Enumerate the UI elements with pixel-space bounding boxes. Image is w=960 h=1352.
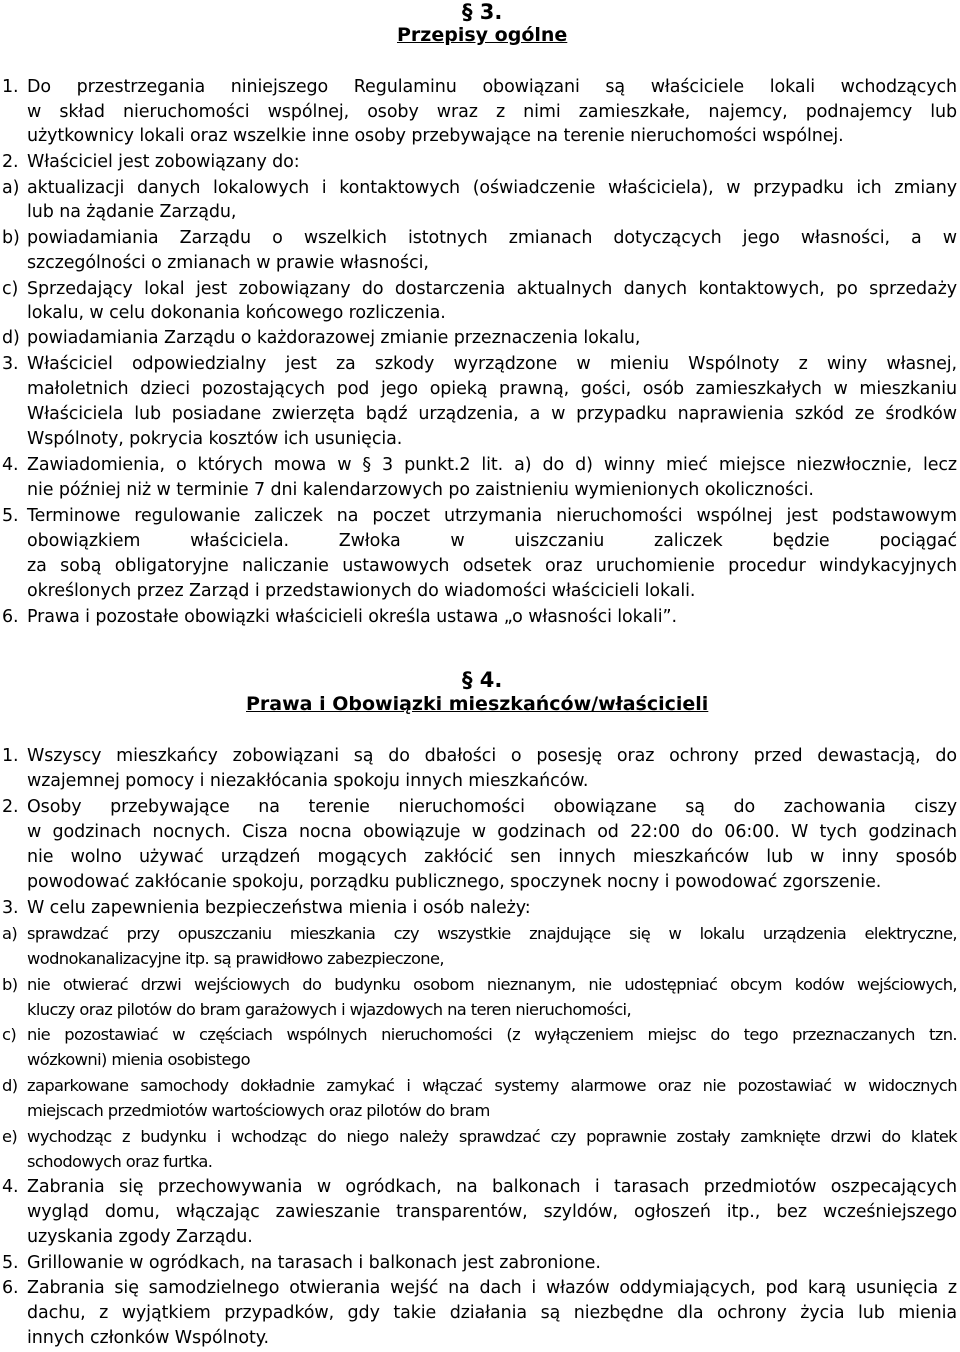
text-line: nie wolno używać urządzeń mogących zakłócić sen innych mieszkańców lub w inny sposób	[27, 847, 957, 867]
item-3-c	[0, 277, 960, 302]
paragraph-3-2	[0, 150, 960, 175]
paragraph-3-3	[0, 352, 960, 377]
paragraph-4-2-line	[0, 870, 960, 895]
item-label: a)	[2, 924, 18, 943]
paragraph-3-3-line	[0, 427, 960, 452]
item-4-a-line	[0, 946, 960, 971]
item-4-b-line	[0, 997, 960, 1022]
item-label: 3.	[2, 354, 19, 374]
text-line: użytkownicy lokali oraz wszelkie inne osoby przebywające na terenie nieruchomości wspólnej.	[27, 126, 844, 146]
item-3-a	[0, 176, 960, 201]
item-label: b)	[2, 228, 20, 248]
paragraph-3-1	[0, 75, 960, 100]
item-label: 6.	[2, 607, 19, 627]
text-line: za sobą obligatoryjne naliczanie ustawowych odsetek oraz uruchomienie procedur windykacyjnych	[27, 556, 957, 576]
paragraph-4-1-line	[0, 769, 960, 794]
item-4-b	[0, 972, 960, 997]
item-3-d	[0, 326, 960, 351]
text-line: Zabrania się samodzielnego otwierania wejść na dach i włazów oddymiających, pod karą usunięcia z	[27, 1278, 957, 1298]
item-label: c)	[2, 1025, 17, 1044]
paragraph-3-5	[0, 504, 960, 529]
item-3-c-line	[0, 301, 960, 326]
text-line: schodowych oraz furtka.	[27, 1152, 213, 1171]
text-line: wychodząc z budynku i wchodząc do niego należy sprawdzać czy poprawnie zostały zamknięte drzwi do klatek	[27, 1127, 957, 1146]
item-label: 5.	[2, 506, 19, 526]
paragraph-4-3	[0, 896, 960, 921]
text-line: określonych przez Zarząd i przedstawionych do wiadomości właścicieli lokali.	[27, 581, 696, 601]
item-4-c	[0, 1022, 960, 1047]
text-line: kluczy oraz pilotów do bram garażowych i wjazdowych na teren nieruchomości,	[27, 1000, 632, 1019]
paragraph-4-6-line	[0, 1326, 960, 1351]
item-4-e	[0, 1124, 960, 1149]
item-label: 1.	[2, 746, 19, 766]
section-4-title: Prawa i Obowiązki mieszkańców/właścicieli	[246, 693, 709, 715]
text-line: wzajemnej pomocy i niezakłócania spokoju innych mieszkańców.	[27, 771, 589, 791]
text-line: Właściciel odpowiedzialny jest za szkody wyrządzone w mieniu Wspólnoty z winy własnej,	[27, 354, 957, 374]
item-label: c)	[2, 279, 19, 299]
text-line: miejscach przedmiotów wartościowych oraz pilotów do bram	[27, 1101, 490, 1120]
item-4-a	[0, 921, 960, 946]
item-label: d)	[2, 328, 20, 348]
text-line: Wspólnoty, pokrycia kosztów ich usunięcia.	[27, 429, 403, 449]
paragraph-3-5-line	[0, 579, 960, 604]
text-line: w skład nieruchomości wspólnej, osoby wraz z nimi zamieszkałe, najemcy, podnajemcy lub	[27, 102, 957, 122]
item-label: 6.	[2, 1278, 19, 1298]
text-line: nie otwierać drzwi wejściowych do budynku osobom nieznanym, nie udostępniać obcym kodów wejściowych,	[27, 975, 957, 994]
item-4-e-line	[0, 1149, 960, 1174]
paragraph-3-3-line	[0, 402, 960, 427]
text-line: wózkowni) mienia osobistego	[27, 1050, 250, 1069]
text-line: wodnokanalizacyjne itp. są prawidłowo zabezpieczone,	[27, 949, 445, 968]
paragraph-4-2-line	[0, 820, 960, 845]
text-line: Zabrania się przechowywania w ogródkach, na balkonach i tarasach przedmiotów oszpecających	[27, 1177, 957, 1197]
item-label: b)	[2, 975, 18, 994]
paragraph-3-5-line	[0, 529, 960, 554]
text-line: w godzinach nocnych. Cisza nocna obowiązuje w godzinach od 22:00 do 06:00. W tych godzinach	[27, 822, 957, 842]
section-4-number: § 4.	[462, 668, 503, 692]
text-line: Właściciela lub posiadane zwierzęta bądź urządzenia, a w przypadku naprawienia szkód ze środków	[27, 404, 957, 424]
item-label: 3.	[2, 898, 19, 918]
item-3-b-line	[0, 251, 960, 276]
paragraph-3-4	[0, 453, 960, 478]
text-line: powiadamiania Zarządu o każdorazowej zmianie przeznaczenia lokalu,	[27, 328, 641, 348]
text-line: Zawiadomienia, o których mowa w § 3 punkt.2 lit. a) do d) winny mieć miejsce niezwłocznie, lecz	[27, 455, 957, 475]
text-line: wygląd domu, włączając zawieszanie transparentów, szyldów, ogłoszeń itp., bez wcześniejszego	[27, 1202, 957, 1222]
text-line: Do przestrzegania niniejszego Regulaminu obowiązani są właściciele lokali wchodzących	[27, 77, 957, 97]
text-line: Właściciel jest zobowiązany do:	[27, 152, 300, 172]
text-line: nie pozostawiać w częściach wspólnych nieruchomości (z wyłączeniem miejsc do tego przeznaczanych tzn.	[27, 1025, 957, 1044]
text-line: obowiązkiem właściciela. Zwłoka w uiszczaniu zaliczek będzie pociągać	[27, 531, 957, 551]
item-4-d	[0, 1073, 960, 1098]
paragraph-3-6	[0, 605, 960, 630]
item-label: e)	[2, 1127, 18, 1146]
text-line: lub na żądanie Zarządu,	[27, 202, 237, 222]
text-line: nie później niż w terminie 7 dni kalendarzowych po zaistnieniu wymienionych okoliczności.	[27, 480, 814, 500]
paragraph-4-4	[0, 1175, 960, 1200]
text-line: lokalu, w celu dokonania końcowego rozliczenia.	[27, 303, 446, 323]
text-line: W celu zapewnienia bezpieczeństwa mienia i osób należy:	[27, 898, 531, 918]
text-line: zaparkowane samochody dokładnie zamykać i włączać systemy alarmowe oraz nie pozostawiać w widocznych	[27, 1076, 957, 1095]
item-4-c-line	[0, 1047, 960, 1072]
paragraph-4-4-line	[0, 1200, 960, 1225]
paragraph-4-6-line	[0, 1301, 960, 1326]
section-3-title: Przepisy ogólne	[397, 24, 568, 46]
paragraph-3-3-line	[0, 377, 960, 402]
text-line: dachu, z wyjątkiem przypadków, gdy takie działania są niezbędne dla ochrony życia lub mienia	[27, 1303, 957, 1323]
paragraph-3-1-line	[0, 100, 960, 125]
text-line: powiadamiania Zarządu o wszelkich istotnych zmianach dotyczących jego własności, a w	[27, 228, 957, 248]
item-label: 2.	[2, 152, 19, 172]
section-3-number: § 3.	[462, 0, 503, 24]
text-line: aktualizacji danych lokalowych i kontaktowych (oświadczenie właściciela), w przypadku ich zmiany	[27, 178, 957, 198]
item-label: 4.	[2, 1177, 19, 1197]
text-line: małoletnich dzieci pozostających pod jego opieką prawną, gości, osób zamieszkałych w mieszkaniu	[27, 379, 957, 399]
text-line: szczególności o zmianach w prawie własności,	[27, 253, 429, 273]
text-line: uzyskania zgody Zarządu.	[27, 1227, 253, 1247]
paragraph-3-5-line	[0, 554, 960, 579]
text-line: powodować zakłócanie spokoju, porządku publicznego, spoczynek nocny i powodować zgorszenie.	[27, 872, 882, 892]
paragraph-4-4-line	[0, 1225, 960, 1250]
text-line: Osoby przebywające na terenie nieruchomości obowiązane są do zachowania ciszy	[27, 797, 957, 817]
text-line: Prawa i pozostałe obowiązki właścicieli określa ustawa „o własności lokali”.	[27, 607, 677, 627]
item-label: 5.	[2, 1253, 19, 1273]
item-label: d)	[2, 1076, 18, 1095]
item-label: 2.	[2, 797, 19, 817]
item-4-d-line	[0, 1098, 960, 1123]
text-line: Sprzedający lokal jest zobowiązany do dostarczenia aktualnych danych kontaktowych, po sprzedaży	[27, 279, 957, 299]
paragraph-4-2	[0, 795, 960, 820]
text-line: sprawdzać przy opuszczaniu mieszkania czy wszystkie znajdujące się w lokalu urządzenia elektryczne,	[27, 924, 957, 943]
item-3-a-line	[0, 200, 960, 225]
item-label: a)	[2, 178, 20, 198]
text-line: Wszyscy mieszkańcy zobowiązani są do dbałości o posesję oraz ochrony przed dewastacją, do	[27, 746, 957, 766]
paragraph-4-5	[0, 1251, 960, 1276]
item-label: 1.	[2, 77, 19, 97]
paragraph-3-1-line	[0, 124, 960, 149]
item-3-b	[0, 226, 960, 251]
item-label: 4.	[2, 455, 19, 475]
text-line: Grillowanie w ogródkach, na tarasach i balkonach jest zabronione.	[27, 1253, 601, 1273]
paragraph-4-2-line	[0, 845, 960, 870]
paragraph-3-4-line	[0, 478, 960, 503]
text-line: Terminowe regulowanie zaliczek na poczet utrzymania nieruchomości wspólnej jest podstawowym	[27, 506, 957, 526]
paragraph-4-6	[0, 1276, 960, 1301]
paragraph-4-1	[0, 744, 960, 769]
text-line: innych członków Wspólnoty.	[27, 1328, 269, 1348]
